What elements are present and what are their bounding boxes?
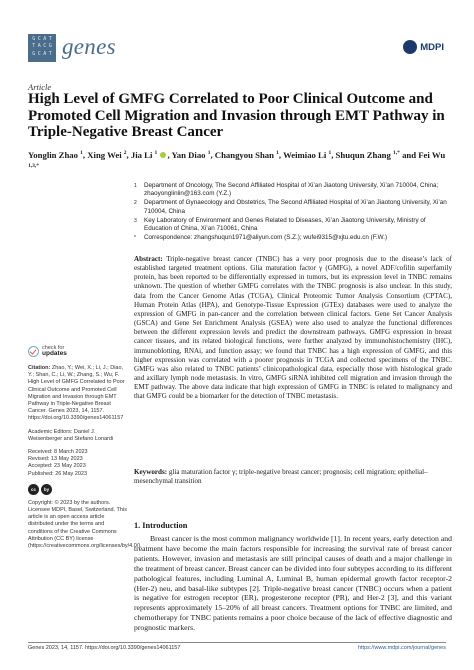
article-title: High Level of GMFG Correlated to Poor Clinical Outcome and Promoted Cell Migration and Invasion through EMT Pathway in Triple-Negative Breast Cancer [28,91,445,140]
dates-block [28,449,128,478]
citation-label: Citation: [28,365,51,371]
author-affiliation-mark: 1,3,* [28,162,39,169]
author [336,150,403,160]
author-affiliation-mark: 1 [207,150,211,156]
author: Yonglin Zhao $^1$, [28,149,88,160]
publisher-name: MDPI [420,41,444,53]
logo-letter: C [43,43,47,50]
publisher-mark-icon [403,40,417,54]
affiliations [134,182,454,243]
author-name: Jia Li [130,149,153,160]
abstract [134,255,452,402]
affiliation-mark: * [134,235,136,242]
author-name: Changyou Shan [214,149,274,160]
check-for-updates-button[interactable] [28,345,128,357]
copyright-notice: Copyright: © 2023 by the authors. Licensee MDPI, Basel, Switzerland. This article is an open access article distributed under the terms and conditions of the Creative Commons Attribution (CC BY) license (https://creativecommons.org/licenses/by/4.0/). [28,499,142,550]
author-affiliation-mark: 1 [276,150,279,156]
logo-letter: T [48,50,52,57]
author-name: Shuqun Zhang [335,149,391,160]
affiliation-item [134,182,454,198]
cc-icon: cc [28,484,39,495]
footer-journal-link[interactable]: https://www.mdpi.com/journal/genes [357,645,446,651]
academic-editors: Academic Editors: Daniel J. Weisenberger and Stefano Lonardi [28,428,114,442]
logo-letter: C [37,36,41,42]
revised-date: Revised: 13 May 2023 [28,456,83,463]
author-name: Weimiao Li [283,149,327,160]
author-list [28,148,448,174]
logo-letter: G [48,43,52,50]
orcid-icon[interactable] [160,152,166,158]
author-name: and Fei Wu [402,149,446,160]
sidebar [28,345,142,556]
logo-letter: G [32,50,36,57]
by-icon: by [41,484,52,495]
author-affiliation-mark: 2 [123,150,127,156]
logo-letter: A [43,50,47,57]
keywords-label: Keywords: [134,468,168,476]
author-affiliation-mark: 1,* [393,150,400,156]
logo-letter: G [32,36,36,42]
accepted-date: Accepted: 23 May 2023 [28,463,86,470]
check-updates-line2: updates [42,350,67,357]
affiliation-item [134,217,454,233]
affiliation-item [134,199,454,215]
journal-name: genes [62,34,116,59]
author-affiliation-mark: 1 [154,150,158,156]
citation-text: Zhao, Y.; Wei, X.; Li, J.; Diao, Y.; Shan, C.; Li, W.; Zhang, S.; Wu, F. High Level of GMFG Correlated to Poor Clinical Outcome and Promoted Cell Migration and Invasion through EMT Pathway in Triple-Negative Breast Cancer. Genes 2023, 14, 1157. https://doi.org/10.3390/genes14061157 [28,365,125,422]
affiliation-text: Correspondence: zhangshuqun1971@aliyun.com (S.Z.); wufei9315@xjtu.edu.cn (F.W.) [144,234,388,242]
abstract-label: Abstract: [134,255,163,263]
received-date: Received: 8 March 2023 [28,449,88,456]
logo-letter: T [32,43,36,50]
check-updates-line1: check for [42,345,65,351]
author-affiliation-mark: 1 [328,150,332,156]
author: Jia Li $^1$ , [130,149,172,160]
footer-citation: Genes 2023, 14, 1157. https://doi.org/10.3390/genes14061157 [28,645,181,651]
check-updates-icon [28,346,39,357]
author: Xing Wei $^2$, [87,149,131,160]
affiliation-text: Key Laboratory of Environment and Genes Related to Diseases, Xi’an Jiaotong University, Ministry of Education of China, Xi’an 710061, China [144,216,426,233]
affiliation-mark: 3 [134,217,137,224]
affiliation-mark: 1 [134,183,137,189]
section-heading: 1. Introduction [134,521,188,530]
abstract-text: Triple-negative breast cancer (TNBC) has a very poor prognosis due to the disease’s lack of established targeted treatment options. Glia maturation factor γ (GMFG), a novel ADF/cofilin superfamily protein, has been reported to be differentially expressed in tumors, but its expression level in TNBC remains unknown. The question of whether GMFG correlates with the TNBC prognosis is also unclear. In this study, data from the Cancer Genome Atlas (TCGA), Clinical Proteomic Tumor Analysis Consortium (CPTAC), Human Protein Atlas (HPA), and Genotype-Tissue Expression (GTEx) databases were used to analyze the expression of GMFG in pan-cancer and the correlation between clinical factors. Gene Set Cancer Analysis (GSCA) and Gene Set Enrichment Analysis (GSEA) were also used to analyze the functional differences between the different expression levels and predict the downstream pathways. GMFG expression in breast cancer tissues, and its related biological functions, were further analyzed by immunohistochemistry (IHC), immunoblotting, RNAi, and function assay; we found that TNBC has a high expression of GMFG, and this higher expression was correlated with a poorer prognosis in TCGA and collected specimens of the TNBC. GMFG was also related to TNBC patients’ clinicopathological data, especially those with histological grade and axillary lymph node metastasis. In vitro, GMFG siRNA inhibited cell migration and invasion through the EMT pathway. The above data indicate that high expression of GMFG in TNBC is related to malignancy and that GMFG could be a biomarker for the detection of TNBC metastasis. [134,255,452,401]
author: Yan Diao $^1$, [171,149,215,160]
logo-letter: C [37,50,41,57]
logo-letter: T [48,36,52,42]
cc-license-badge[interactable] [28,484,128,495]
author-name: Yonglin Zhao [28,149,78,160]
article-type: Article [28,82,52,92]
author-affiliation-mark: 1 [80,150,83,156]
publisher-logo[interactable] [403,40,444,54]
keywords [134,468,452,486]
author: Weimiao Li $^1$, [283,149,336,160]
journal-logo [28,34,56,62]
logo-letter: A [43,36,47,42]
section-body: Breast cancer is the most common malignancy worldwide [1]. In recent years, early detection and treatment have become the main factors responsible for increasing the survival rate of breast cancer patients. However, invasion and metastasis are still principal causes of death and a major challenge in the treatment of breast cancer. Breast cancer can be divided into four subtypes according to its different pathological features, including Luminal A, Luminal B, human epidermal growth factor receptor-2 (Her-2) neu, and basal-like subtypes [2]. Triple-negative breast cancer (TNBC) occurs when a patient is negative for estrogen receptor (ER), progesterone receptor (PR), and Her-2 [3], and this variant represents approximately 15–20% of all breast cancers. Treatment options for TNBC are limited, and chemotherapy for TNBC patients remains a poor choice because of the lack of effective diagnostic and prognostic markers. [134,534,452,633]
citation-block [28,365,128,423]
author: Changyou Shan $^1$, [214,149,284,160]
author-name: Xing Wei [87,149,122,160]
affiliation-item [134,234,454,242]
logo-letter: A [37,43,41,50]
keywords-text: glia maturation factor γ; triple-negative breast cancer; prognosis; cell migration; epithelial–mesenchymal transition [134,468,428,486]
affiliation-text: Department of Gynaecology and Obstetrics, The Second Affiliated Hospital of Xi’an Jiaotong University, Xi’an 710004, China [144,199,447,215]
author-name: Yan Diao [171,149,206,160]
published-date: Published: 26 May 2023 [28,470,88,477]
affiliation-text: Department of Oncology, The Second Affiliated Hospital of Xi’an Jiaotong University, Xi’an 710004, China; zhaoyonglinlin@163.com (Y.Z.) [144,182,439,198]
footer-divider [28,642,446,643]
affiliation-mark: 2 [134,200,137,207]
